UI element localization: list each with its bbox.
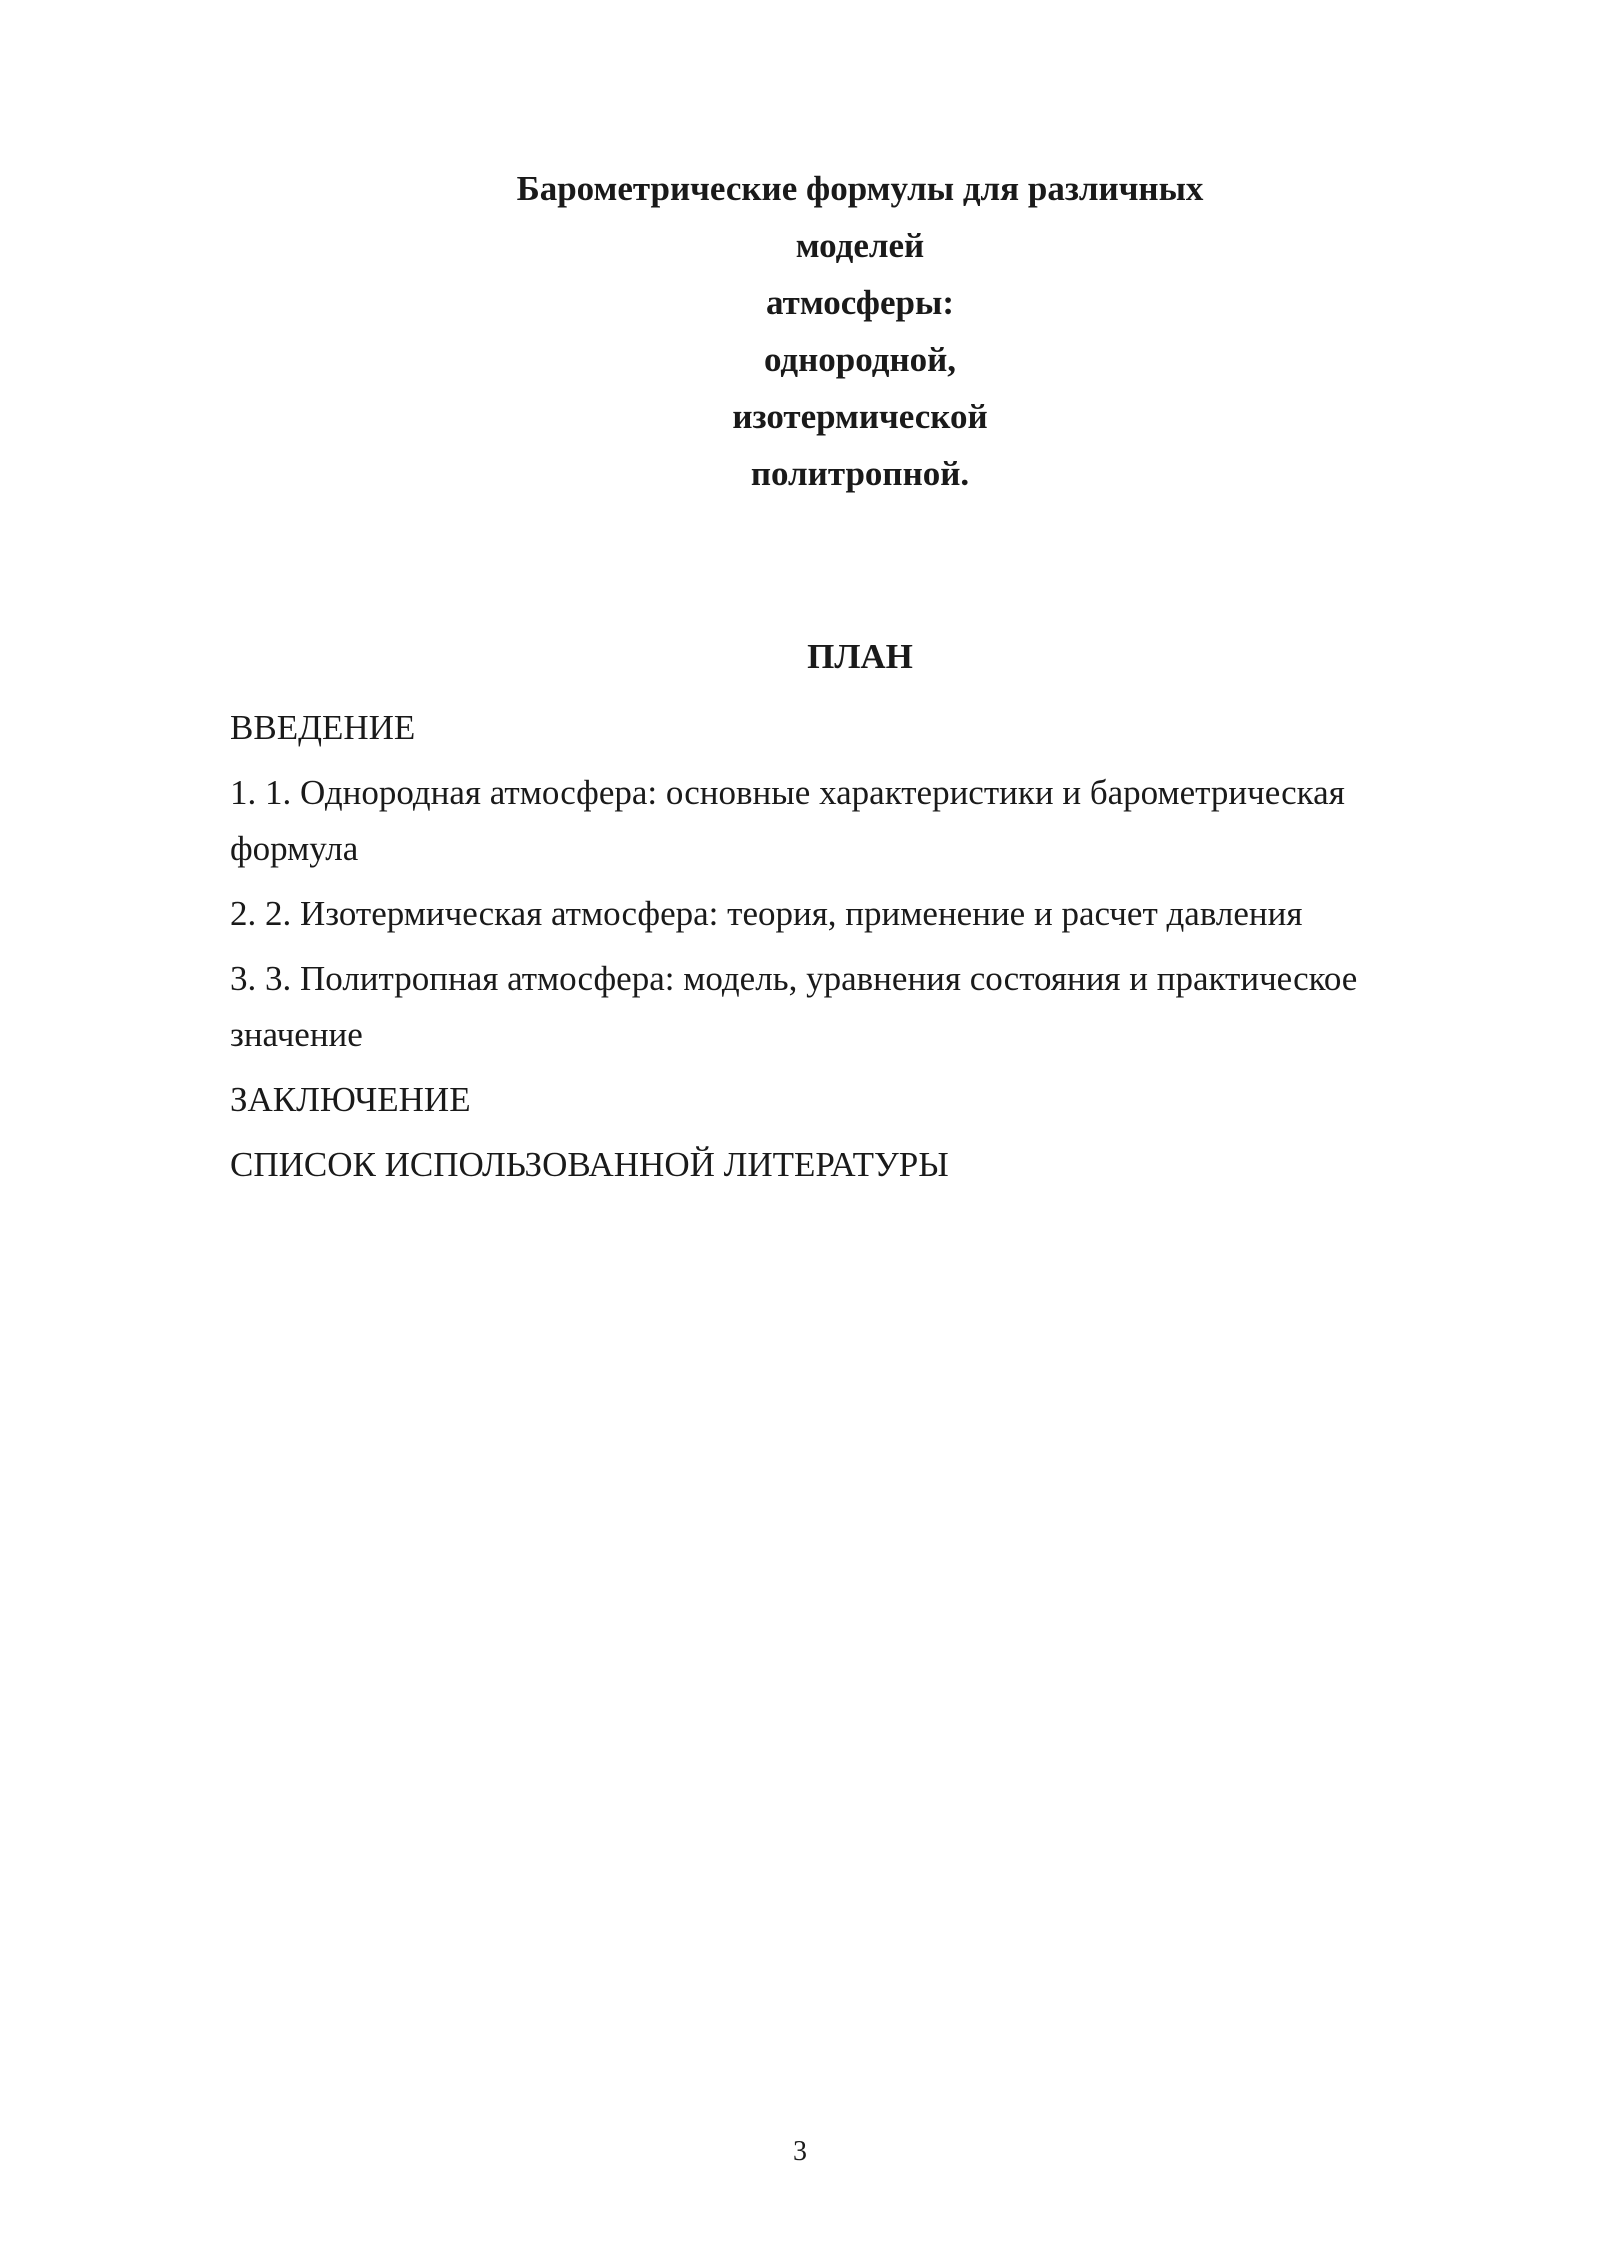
- title-line: однородной,: [763, 340, 957, 379]
- toc-item-references: СПИСОК ИСПОЛЬЗОВАННОЙ ЛИТЕРАТУРЫ: [230, 1145, 949, 1184]
- toc-item-chapter-2: 2. 2. Изотермическая атмосфера: теория, применение и расчет давления: [230, 894, 1303, 933]
- title-line: моделей: [795, 226, 925, 265]
- toc-item-chapter-1: 1. 1. Однородная атмосфера: основные характеристики и барометрическая формула: [230, 773, 1345, 868]
- toc-item-chapter-3: 3. 3. Политропная атмосфера: модель, уравнения состояния и практическое значение: [230, 959, 1358, 1054]
- title-line: атмосферы:: [766, 283, 954, 322]
- title-line: политропной.: [750, 454, 970, 493]
- plan-heading: ПЛАН: [807, 637, 913, 676]
- title-line: Барометрические формулы для различных: [516, 169, 1204, 208]
- title-line: изотермической: [732, 397, 988, 436]
- toc-item-conclusion: ЗАКЛЮЧЕНИЕ: [230, 1080, 471, 1119]
- page-number: 3: [793, 2136, 807, 2167]
- table-of-contents: [230, 700, 1470, 1202]
- toc-item-introduction: ВВЕДЕНИЕ: [230, 708, 416, 747]
- document-title: [300, 160, 1420, 502]
